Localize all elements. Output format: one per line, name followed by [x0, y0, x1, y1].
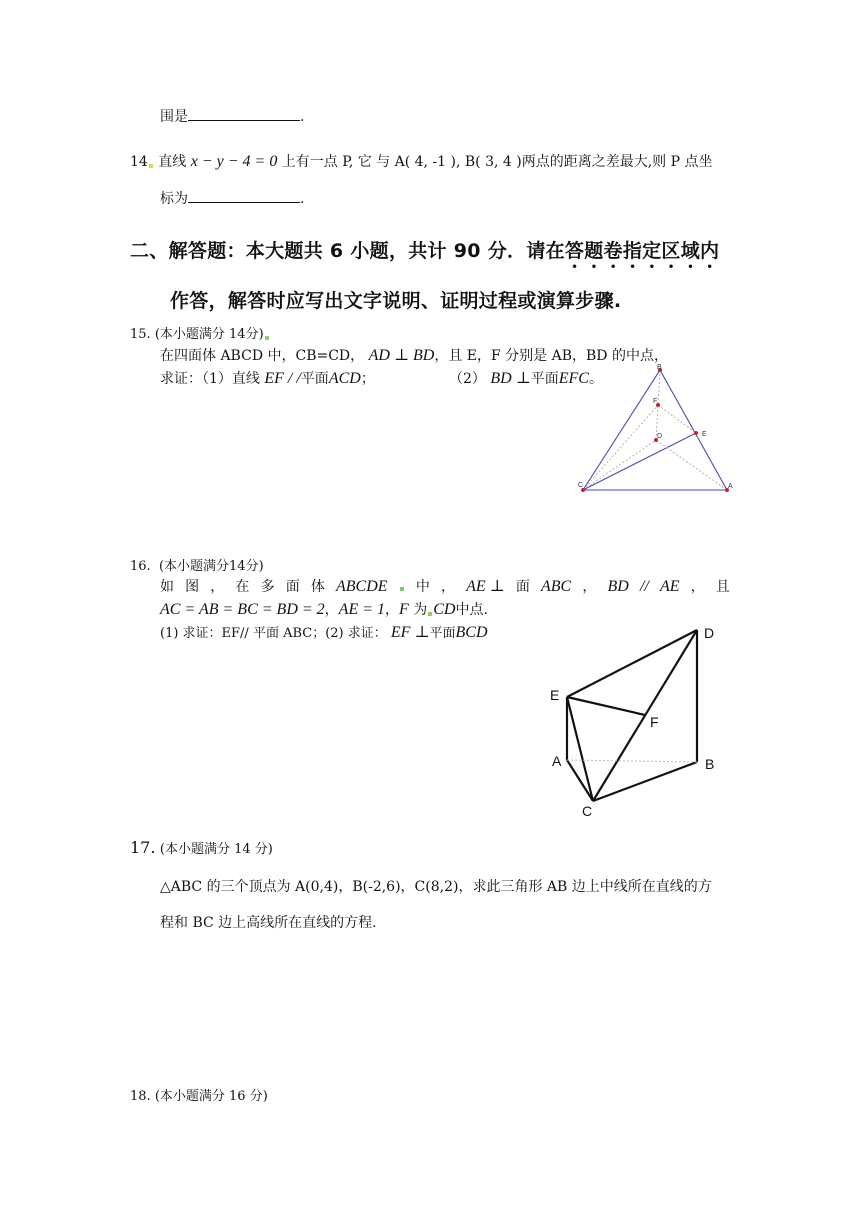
point-e	[694, 431, 698, 435]
q16-header	[130, 555, 264, 574]
q16-text: 平面	[429, 626, 456, 641]
q16-char: 面	[515, 579, 530, 595]
marker-icon	[149, 164, 153, 168]
q16-text: 中点.	[455, 602, 488, 618]
q16-text: ，	[324, 602, 339, 618]
q15-text: （2）	[449, 371, 486, 387]
edge-cb	[593, 762, 697, 801]
q16-char: 且	[715, 579, 730, 595]
q16-math: //	[639, 578, 649, 595]
q15-text: 。	[588, 371, 603, 387]
q15-text: ；	[360, 371, 375, 387]
q13-answer-blank	[188, 106, 300, 121]
edge-ef	[567, 697, 645, 715]
q15-math: ACD	[328, 370, 361, 387]
q16-char: 中	[415, 579, 430, 595]
label-d: D	[704, 625, 715, 641]
edge-ce	[583, 433, 696, 490]
q15-text: 在四面体 ABCD 中，CB=CD，	[160, 348, 365, 364]
q16-char: ，	[440, 579, 455, 595]
q14-number: 14	[130, 154, 148, 170]
section2-heading-line2: 作答，解答时应写出文字说明、证明过程或演算步骤.	[170, 290, 622, 312]
label-f: F	[650, 714, 659, 730]
q15-tetrahedron-figure	[570, 360, 750, 500]
q15-math: AD ⊥ BD	[368, 347, 435, 364]
q17-score: (本小题满分 14 分)	[159, 842, 273, 857]
label-f: F	[653, 398, 658, 405]
q14-line2-text: 标为	[160, 191, 188, 207]
q14-equation: x − y − 4 = 0	[190, 153, 278, 170]
q16-number: 16.	[130, 559, 151, 574]
q16-text: 为	[413, 602, 428, 618]
q16-math: AC = AB = BC = BD = 2	[160, 601, 325, 618]
q16-math: AE	[659, 578, 680, 595]
q15-number: 15.	[130, 327, 151, 342]
edge-bc	[583, 370, 663, 490]
q15-text: ，且 E，F 分别是 AB，BD 的中点，	[434, 348, 668, 364]
q17-line2: 程和 BC 边上高线所在直线的方程.	[160, 915, 377, 931]
q16-char: ，	[690, 579, 705, 595]
label-b: B	[657, 364, 662, 371]
q16-char: 多	[260, 579, 275, 595]
label-d: D	[657, 433, 663, 440]
section2-heading-a: 二、解答题：本大题共 6 小题，共计 90 分．请在	[130, 240, 565, 262]
q16-text: (1) 求证：EF// 平面 ABC；(2) 求证：	[160, 626, 387, 641]
q16-math: EF ⊥	[390, 624, 430, 641]
q16-math: ABC	[540, 578, 572, 595]
edge-ac	[567, 760, 593, 801]
q18-header	[130, 1085, 268, 1104]
q16-math: F	[399, 601, 409, 618]
q16-math: ABCDE	[335, 578, 388, 595]
q15-math: EFC	[558, 370, 589, 387]
q18-score: (本小题满分 16 分)	[154, 1089, 268, 1104]
q15-line2	[160, 368, 375, 388]
q15-math: BD ⊥	[490, 370, 531, 387]
hidden-edge-cf	[583, 405, 658, 490]
q14-end: .	[300, 191, 305, 207]
q15-text: 平面	[530, 371, 559, 387]
q14-line2	[160, 188, 304, 208]
edge-ec	[567, 697, 593, 801]
q14-answer-blank	[188, 188, 300, 203]
q16-math: AE = 1	[338, 601, 386, 618]
marker-icon	[400, 587, 404, 591]
q17-header	[130, 838, 273, 857]
q13-text: 围是	[160, 109, 188, 125]
section2-heading-line1	[130, 236, 719, 273]
label-c: C	[578, 482, 584, 489]
q16-math: CD	[433, 601, 456, 618]
q18-number: 18.	[130, 1089, 151, 1104]
q14-line1	[130, 151, 713, 171]
q16-line1	[160, 576, 730, 596]
marker-icon	[428, 612, 432, 616]
q16-score: (本小题满分14分)	[158, 559, 264, 574]
hidden-edge-ad	[656, 440, 727, 490]
q16-math: BD	[607, 578, 629, 595]
q17-line1: △ABC 的三个顶点为 A(0,4)，B(-2,6)，C(8,2)，求此三角形 AB 边上中线所在直线的方	[160, 879, 712, 895]
q16-char: 体	[310, 579, 325, 595]
q14-text-b: 上有一点 P, 它 与 A( 4, -1 ), B( 3, 4 )两点的距离之差最大,则 P 点坐	[281, 154, 713, 170]
q16-char: ，	[582, 579, 597, 595]
q14-text-a: 直线	[158, 154, 187, 170]
q15-text: 求证：（1）直线	[160, 371, 260, 387]
q16-math: BCD	[455, 624, 488, 641]
q15-text: 平面	[300, 371, 329, 387]
label-b: B	[705, 756, 715, 772]
q16-char: 图	[185, 579, 200, 595]
edge-ba	[660, 370, 727, 490]
q16-text: ，	[385, 602, 400, 618]
q16-polyhedron-figure	[540, 620, 730, 825]
q16-char: 面	[285, 579, 300, 595]
q16-char: 如	[160, 579, 174, 595]
q16-line3	[160, 622, 488, 642]
hidden-edge-ab	[567, 760, 697, 762]
label-c: C	[582, 803, 593, 819]
label-a: A	[552, 753, 562, 769]
q16-math: AE ⊥	[466, 578, 505, 595]
hidden-edge-cd	[583, 440, 656, 490]
q13-tail	[160, 106, 304, 126]
section2-heading-emphasis: 答题卷指定区域内	[564, 240, 720, 262]
q16-line2	[160, 599, 488, 619]
q13-end: .	[300, 109, 305, 125]
q15-score: (本小题满分 14分)	[154, 327, 264, 342]
q15-math: EF / /	[264, 370, 301, 387]
q16-char: ，	[210, 579, 225, 595]
q16-char: 在	[235, 579, 250, 595]
marker-icon	[265, 336, 269, 340]
hidden-edge-fe	[658, 405, 696, 433]
q15-header	[130, 323, 270, 342]
label-a: A	[728, 483, 733, 490]
label-e: E	[550, 687, 560, 703]
q17-number: 17.	[130, 838, 156, 857]
label-e: E	[702, 431, 707, 438]
